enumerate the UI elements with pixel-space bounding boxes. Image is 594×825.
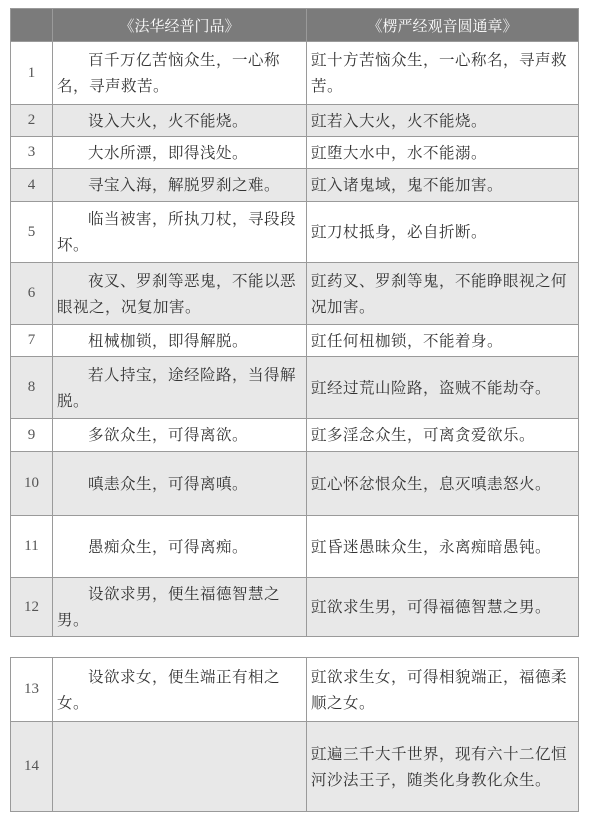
shurangama-text: 豇十方苦恼众生，一心称名，寻声救苦。 — [307, 42, 579, 105]
lotus-text: 设入大火，火不能烧。 — [53, 105, 307, 137]
table-row — [11, 357, 579, 419]
header-lotus-sutra: 《法华经普门品》 — [53, 9, 307, 42]
shurangama-text: 豇刀杖抵身，必自折断。 — [307, 202, 579, 263]
table-row — [11, 105, 579, 137]
lotus-text — [53, 722, 307, 812]
shurangama-text: 豇入诸鬼域，鬼不能加害。 — [307, 169, 579, 202]
row-number: 6 — [11, 263, 53, 325]
lotus-text: 杻械枷锁，即得解脱。 — [53, 325, 307, 357]
lotus-text: 大水所漂，即得浅处。 — [53, 137, 307, 169]
table-row — [11, 263, 579, 325]
lotus-text: 设欲求女，便生端正有相之女。 — [53, 658, 307, 722]
lotus-text: 寻宝入海，解脱罗刹之难。 — [53, 169, 307, 202]
table-row — [11, 452, 579, 516]
comparison-table-continued — [10, 657, 579, 812]
row-number: 12 — [11, 578, 53, 637]
table-row — [11, 419, 579, 452]
row-number: 8 — [11, 357, 53, 419]
lotus-text: 夜叉、罗刹等恶鬼，不能以恶眼视之，况复加害。 — [53, 263, 307, 325]
row-number: 13 — [11, 658, 53, 722]
shurangama-text: 豇欲求生男，可得福德智慧之男。 — [307, 578, 579, 637]
shurangama-text: 豇昏迷愚昧众生，永离痴暗愚钝。 — [307, 516, 579, 578]
row-number: 3 — [11, 137, 53, 169]
row-number: 7 — [11, 325, 53, 357]
lotus-text: 临当被害，所执刀杖，寻段段坏。 — [53, 202, 307, 263]
shurangama-text: 豇经过荒山险路，盗贼不能劫夺。 — [307, 357, 579, 419]
shurangama-text: 豇任何杻枷锁，不能着身。 — [307, 325, 579, 357]
row-number: 2 — [11, 105, 53, 137]
lotus-text: 百千万亿苦恼众生，一心称名，寻声救苦。 — [53, 42, 307, 105]
shurangama-text: 豇心怀忿恨众生，息灭嗔恚怒火。 — [307, 452, 579, 516]
row-number: 14 — [11, 722, 53, 812]
lotus-text: 若人持宝，途经险路，当得解脱。 — [53, 357, 307, 419]
header-blank-cell — [11, 9, 53, 42]
shurangama-text: 豇遍三千大千世界，现有六十二亿恒河沙法王子，随类化身教化众生。 — [307, 722, 579, 812]
shurangama-text: 豇药叉、罗刹等鬼，不能睁眼视之何况加害。 — [307, 263, 579, 325]
table-row — [11, 325, 579, 357]
row-number: 9 — [11, 419, 53, 452]
lotus-text: 多欲众生，可得离欲。 — [53, 419, 307, 452]
row-number: 5 — [11, 202, 53, 263]
row-number: 10 — [11, 452, 53, 516]
table-row — [11, 137, 579, 169]
comparison-table — [10, 8, 579, 637]
row-number: 1 — [11, 42, 53, 105]
table-header-row — [11, 9, 579, 42]
table-row — [11, 202, 579, 263]
table-row — [11, 722, 579, 812]
table-row — [11, 169, 579, 202]
header-shurangama-sutra: 《楞严经观音圆通章》 — [307, 9, 579, 42]
lotus-text: 设欲求男，便生福德智慧之男。 — [53, 578, 307, 637]
row-number: 11 — [11, 516, 53, 578]
shurangama-text: 豇欲求生女，可得相貌端正，福德柔顺之女。 — [307, 658, 579, 722]
table-row — [11, 516, 579, 578]
table-row — [11, 578, 579, 637]
lotus-text: 愚痴众生，可得离痴。 — [53, 516, 307, 578]
lotus-text: 嗔恚众生，可得离嗔。 — [53, 452, 307, 516]
table-row — [11, 42, 579, 105]
shurangama-text: 豇堕大水中，水不能溺。 — [307, 137, 579, 169]
shurangama-text: 豇多淫念众生，可离贪爱欲乐。 — [307, 419, 579, 452]
shurangama-text: 豇若入大火，火不能烧。 — [307, 105, 579, 137]
table-row — [11, 658, 579, 722]
row-number: 4 — [11, 169, 53, 202]
